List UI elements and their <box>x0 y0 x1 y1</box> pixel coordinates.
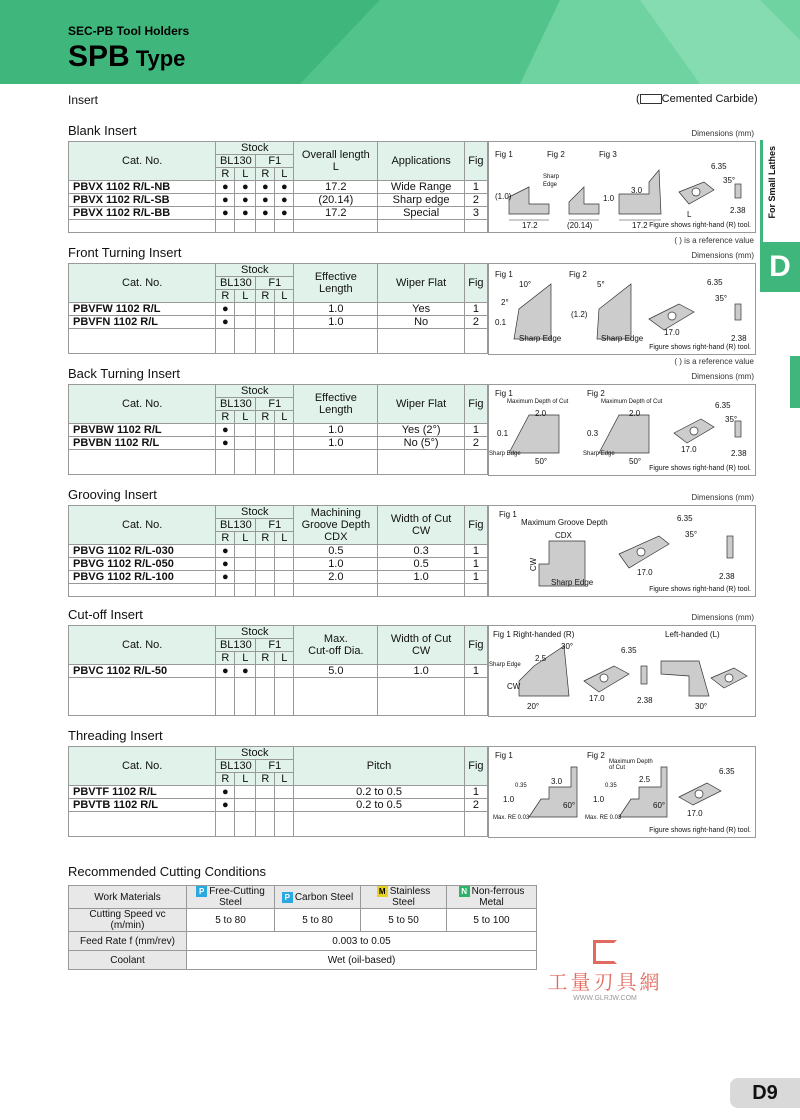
sharp-label: Sharp <box>543 174 560 180</box>
blank-table <box>68 141 488 233</box>
insert-label: Insert <box>68 93 99 107</box>
thread-title: Threading Insert <box>68 728 163 743</box>
col-bl130: BL130 <box>216 155 256 168</box>
table-row: PBVC 1102 R/L-50 ● ● 5.0 1.0 1 <box>69 665 488 678</box>
table-row: PBVTB 1102 R/L ● 0.2 to 0.5 2 <box>69 799 488 812</box>
col-fig: Fig <box>464 142 487 181</box>
edge-label: Edge <box>543 182 558 188</box>
cutoff-title: Cut-off Insert <box>68 607 143 622</box>
back-title: Back Turning Insert <box>68 366 180 381</box>
table-row: PBVG 1102 R/L-050 ● 1.0 0.5 1 <box>69 558 488 571</box>
material: M Stainless Steel <box>361 886 447 909</box>
table-row: PBVFW 1102 R/L ● 1.0 Yes 1 <box>69 303 488 316</box>
front-figure: Fig 1 Fig 2 10° 2° 0.1 5° (1.2) Sharp Edge Sharp Edge 17.0 6.35 35° 2.38 Figure shows right-hand (R) tool. <box>488 263 756 355</box>
cc-speed: Cutting Speed vc (m/min) <box>69 909 187 932</box>
groove-title: Grooving Insert <box>68 487 157 502</box>
header-subtitle: SEC-PB Tool Holders <box>68 24 190 38</box>
header-title: SPB Type <box>68 40 186 73</box>
cc-coolant: Coolant <box>69 951 187 970</box>
col-r: R <box>216 168 235 181</box>
cutoff-figure: Fig 1 Right-handed (R) Left-handed (L) Sharp Edge 2.5 30° 20° CW 17.0 6.35 2.38 30° <box>488 625 756 717</box>
col-l: L <box>275 168 294 181</box>
ref-note: ( ) is a reference value <box>674 236 754 245</box>
cc-head: Work Materials <box>69 886 187 909</box>
groove-table: Cat. No. Stock Machining Groove Depth CDX Width of Cut CW Fig BL130 F1 R L R L PBVG 1102 R/L-030 ● 0.5 0.3 1 PBVG 1102 R/L-050 ● 1.0 0.5 1 PBVG 1102 R/L-100 ● 2.0 1.0 1 <box>68 505 488 597</box>
page-number: D9 <box>730 1078 800 1108</box>
watermark-logo: 工量刃具網 WWW.GLRJW.COM <box>540 940 670 1002</box>
material: P Carbon Steel <box>275 886 361 909</box>
cemented-note: ( Cemented Carbide) <box>636 93 758 105</box>
material: P Free-Cutting Steel <box>187 886 275 909</box>
col-app: Applications <box>378 142 464 181</box>
side-tab-letter: D <box>760 242 800 292</box>
cc-feed: Feed Rate f (mm/rev) <box>69 932 187 951</box>
table-row: PBVX 1102 R/L-NB ● ● ● ● 17.2 Wide Range 1 <box>69 181 488 194</box>
col-f1: F1 <box>256 155 294 168</box>
thread-figure: Fig 1 Fig 2 Maximum Depth of Cut 3.0 60° 60° 1.0 1.0 0.35 0.35 2.5 Max. RE 0.03 Max. RE 0.03 17.0 6.35 Figure shows right-hand (R) tool. <box>488 746 756 838</box>
groove-figure: Fig 1 Maximum Groove Depth CDX CW Sharp Edge 17.0 6.35 35° 2.38 Figure shows right-hand (R) tool. <box>488 505 756 597</box>
blank-title: Blank Insert <box>68 123 137 138</box>
table-row: PBVTF 1102 R/L ● 0.2 to 0.5 1 <box>69 786 488 799</box>
blank-figure: Fig 1 Fig 2 Fig 3 Sharp Edge 17.2 (20.14) 17.2 3.0 6.35 35° 2.38 (1.0) 1.0 L Figure shows right-hand (R) tool. <box>488 141 756 233</box>
fig-label: Fig 3 <box>599 150 617 159</box>
fig-label: Fig 1 <box>495 150 513 159</box>
front-title: Front Turning Insert <box>68 245 182 260</box>
thread-table: Cat. No. Stock Pitch Fig BL130 F1 R L R L PBVTF 1102 R/L ● 0.2 to 0.5 1 PBVTB 1102 R/L ● 0.2 to 0.5 2 <box>68 746 488 837</box>
col-length: Overall length L <box>294 142 378 181</box>
table-row: PBVX 1102 R/L-SB ● ● ● ● (20.14) Sharp edge 2 <box>69 194 488 207</box>
side-tab-text: For Small Lathes <box>767 146 777 219</box>
rh-note: Figure shows right-hand (R) tool. <box>649 222 751 229</box>
table-row: PBVBW 1102 R/L ● 1.0 Yes (2°) 1 <box>69 424 488 437</box>
back-table: Cat. No. Stock Effective Length Wiper Flat Fig BL130 F1 R L R L PBVBW 1102 R/L ● 1.0 Yes (2°) 1 PBVBN 1102 R/L ● 1.0 No (5°) 2 <box>68 384 488 475</box>
front-table: Cat. No. Stock Effective Length Wiper Flat Fig BL130 F1 R L R L PBVFW 1102 R/L ● 1.0 Yes 1 PBVFN 1102 R/L ● 1.0 No 2 <box>68 263 488 354</box>
cutoff-table: Cat. No. Stock Max. Cut-off Dia. Width of Cut CW Fig BL130 F1 R L R L PBVC 1102 R/L-50 ● ● 5.0 1.0 1 <box>68 625 488 716</box>
table-row: PBVG 1102 R/L-100 ● 2.0 1.0 1 <box>69 571 488 584</box>
fig-label: Fig 2 <box>547 150 565 159</box>
logo-icon <box>593 940 617 964</box>
side-bar <box>790 356 800 408</box>
conditions-title: Recommended Cutting Conditions <box>68 864 266 879</box>
col-r: R <box>256 168 275 181</box>
conditions-table: Work Materials P Free-Cutting Steel P Carbon Steel M Stainless Steel N Non-ferrous Metal Cutting Speed vc (m/min) 5 to 80 5 to 80 5 to 50 5 to 100 Feed Rate f (mm/rev) 0.003 to 0.05 Coolant Wet (oil-based) <box>68 885 537 970</box>
col-stock: Stock <box>216 142 294 155</box>
table-row: PBVX 1102 R/L-BB ● ● ● ● 17.2 Special 3 <box>69 207 488 220</box>
blank-dims-note: Dimensions (mm) <box>691 129 754 138</box>
table-row: PBVFN 1102 R/L ● 1.0 No 2 <box>69 316 488 329</box>
page-header <box>0 0 800 84</box>
table-row: PBVBN 1102 R/L ● 1.0 No (5°) 2 <box>69 437 488 450</box>
material: N Non-ferrous Metal <box>447 886 537 909</box>
table-row: PBVG 1102 R/L-030 ● 0.5 0.3 1 <box>69 545 488 558</box>
back-figure: Fig 1 Fig 2 Maximum Depth of Cut Maximum Depth of Cut 2.0 2.0 50° 50° 0.1 0.3 Sharp Edge Sharp Edge 17.0 6.35 35° 2.38 Figure shows right-hand (R) tool. <box>488 384 756 476</box>
col-cat: Cat. No. <box>69 142 216 181</box>
col-l: L <box>235 168 256 181</box>
